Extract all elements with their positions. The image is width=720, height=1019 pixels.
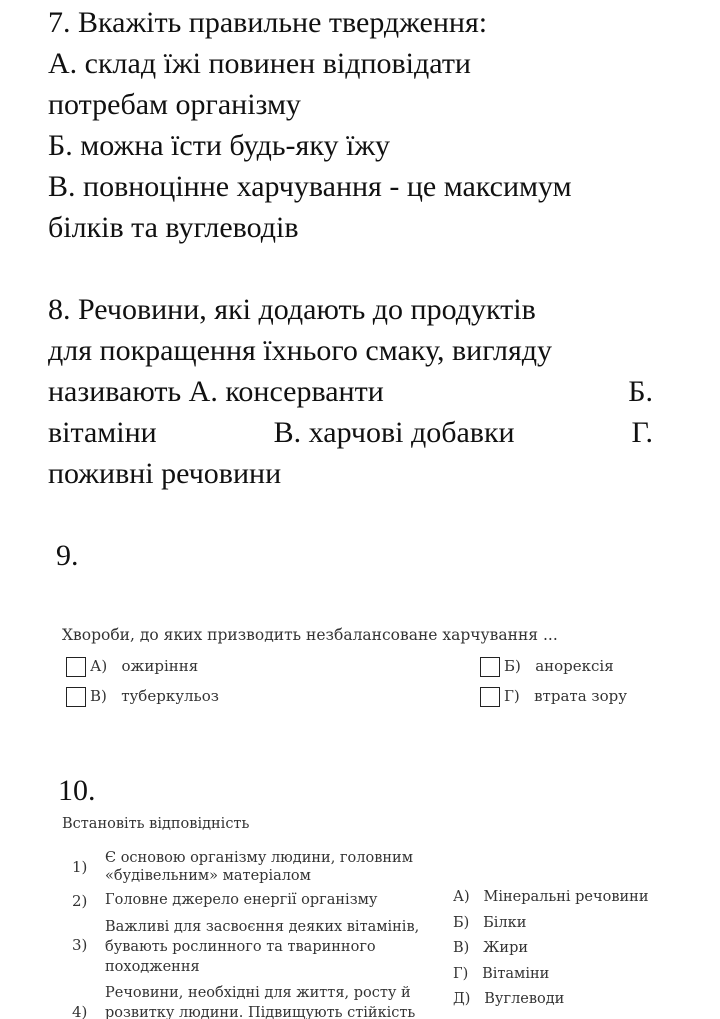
text: Мінеральні речовини [483, 889, 649, 905]
text: походження [105, 959, 200, 975]
q8-option-a: називають А. консерванти [48, 375, 384, 408]
match-right-g [453, 962, 648, 988]
checkbox[interactable] [480, 687, 500, 707]
text: Жири [483, 940, 529, 956]
text: Речовини, необхідні для життя, росту й [105, 985, 411, 1001]
q8-option-g: поживні речовини [48, 457, 282, 490]
text: «будівельним» матеріалом [105, 868, 311, 884]
q9-option-a[interactable] [66, 657, 198, 677]
match-num: 3) [72, 936, 88, 954]
option-text: ожиріння [121, 657, 199, 675]
text: Білки [483, 914, 527, 931]
q10-instruction: Встановіть відповідність [62, 816, 250, 832]
match-right-a [453, 885, 648, 911]
q8-option-b-label: Б. [628, 375, 653, 408]
q8-line: 8. Речовини, які додають до продуктів [48, 293, 536, 326]
match-right-b [453, 911, 648, 937]
option-text: втрата зору [534, 687, 628, 705]
q9-option-v[interactable] [66, 687, 219, 707]
q9-option-b[interactable] [480, 657, 614, 677]
q7-option-a: А. склад їжі повинен відповідати [48, 47, 471, 80]
option-letter: Г) [504, 687, 520, 705]
option-text: туберкульоз [121, 687, 219, 705]
question-8 [48, 289, 653, 494]
match-num: 2) [72, 892, 88, 910]
match-left-2: Головне джерело енергії організму [105, 892, 378, 908]
match-right-list [453, 885, 648, 1013]
q9-option-g[interactable] [480, 687, 627, 707]
match-right-v [453, 936, 648, 962]
match-num: 1) [72, 858, 88, 876]
letter: Б) [453, 914, 470, 931]
q7-option-b: Б. можна їсти будь-яку їжу [48, 129, 391, 162]
q9-question: Хвороби, до яких призводить незбалансоване харчування ... [62, 626, 558, 644]
option-letter: В) [90, 687, 107, 705]
letter: Г) [453, 965, 469, 982]
option-letter: Б) [504, 657, 521, 675]
q7-option-a-cont: потребам організму [48, 88, 301, 121]
match-left-4 [105, 983, 415, 1019]
q8-option-b: вітаміни [48, 416, 157, 449]
q8-line [48, 412, 653, 453]
q7-option-v-cont: білків та вуглеводів [48, 211, 299, 244]
match-left-1 [105, 849, 413, 885]
q9-number: 9. [56, 539, 79, 572]
q10-number: 10. [58, 774, 96, 807]
option-letter: А) [90, 657, 108, 675]
match-right-d [453, 987, 648, 1013]
option-text: анорексія [535, 657, 614, 675]
letter: А) [453, 889, 470, 905]
q7-line: 7. Вкажіть правильне твердження: [48, 6, 488, 39]
q8-line: для покращення їхнього смаку, вигляду [48, 334, 553, 367]
match-num: 4) [72, 1003, 88, 1019]
q7-option-v: В. повноцінне харчування - це максимум [48, 170, 572, 203]
checkbox[interactable] [66, 687, 86, 707]
letter: Д) [453, 991, 471, 1007]
q8-option-v: В. харчові добавки [273, 416, 515, 449]
q8-option-g-label: Г. [631, 416, 653, 449]
text: бувають рослинного та тваринного [105, 939, 376, 955]
text: Є основою організму людини, головним [105, 850, 413, 866]
letter: В) [453, 940, 470, 956]
text: розвитку людини. Підвищують стійкість [105, 1005, 416, 1019]
text: Важливі для засвоєння деяких вітамінів, [105, 919, 420, 935]
text: Вуглеводи [484, 991, 565, 1007]
text: Вітаміни [482, 965, 550, 982]
q8-line [48, 371, 653, 412]
checkbox[interactable] [66, 657, 86, 677]
question-7 [48, 2, 572, 248]
checkbox[interactable] [480, 657, 500, 677]
match-left-3 [105, 917, 419, 977]
